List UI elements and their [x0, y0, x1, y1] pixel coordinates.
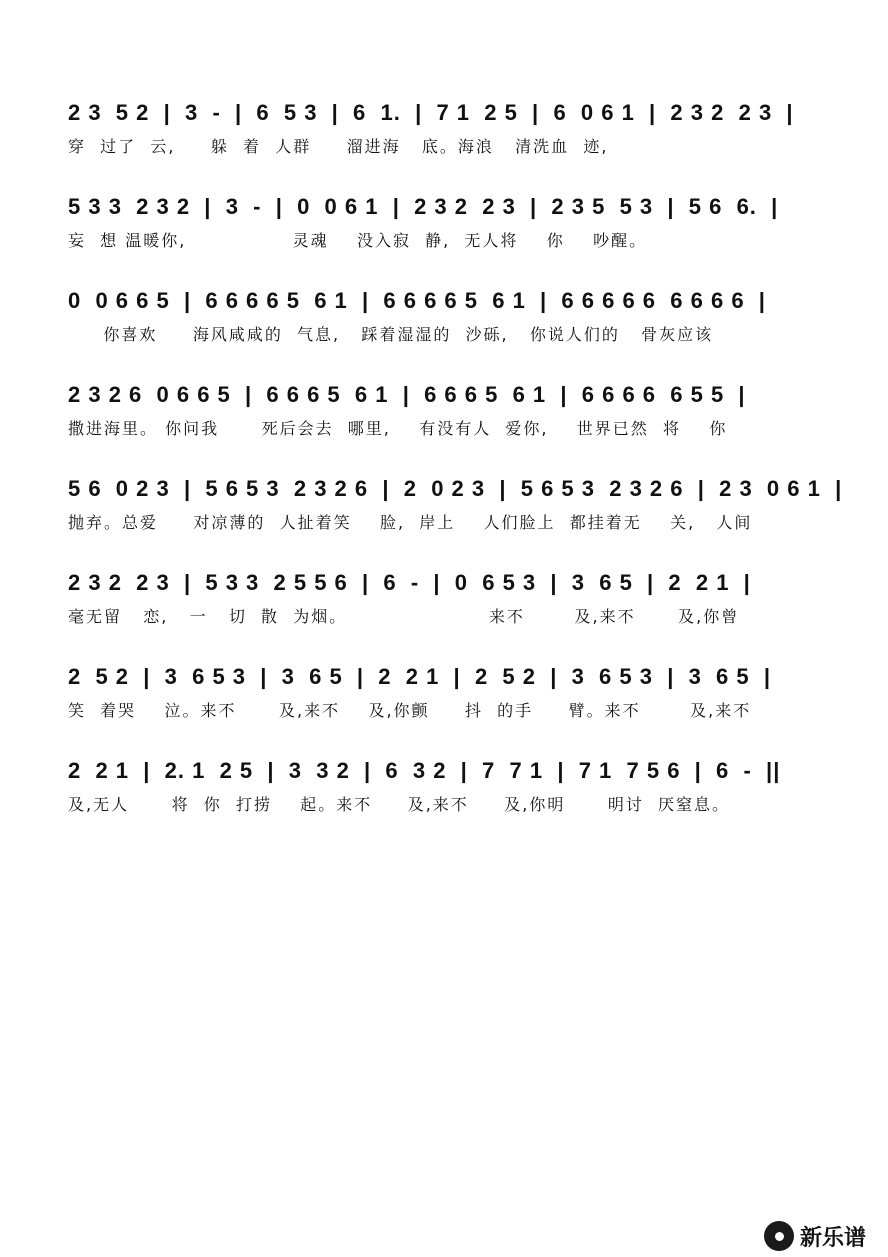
watermark-text: 新乐谱: [800, 1225, 867, 1251]
music-disc-icon: [764, 1221, 794, 1251]
score-system: [68, 284, 828, 354]
notation-line: 5 6 0 2 3 | 5 6 5 3 2 3 2 6 | 2 0 2 3 | 5 6 5 3 2 3 2 6 | 2 3 0 6 1 |: [68, 476, 843, 501]
lyrics-line: 笑 着哭 泣。来不 及,来不 及,你颤 抖 的手 臂。来不 及,来不: [68, 701, 752, 720]
lyrics-line: 抛弃。总爱 对凉薄的 人扯着笑 脸, 岸上 人们脸上 都挂着无 关, 人间: [68, 513, 753, 532]
lyrics-line: 毫无留 恋, 一 切 散 为烟。 来不 及,来不 及,你曾: [68, 607, 740, 626]
notation-line: 2 3 2 6 0 6 6 5 | 6 6 6 5 6 1 | 6 6 6 5 6 1 | 6 6 6 6 6 5 5 |: [68, 382, 746, 407]
lyrics-line: 穿 过了 云, 躲 着 人群 溜进海 底。海浪 清洗血 迹,: [68, 137, 609, 156]
score-system: [68, 754, 828, 824]
score-system: [68, 378, 828, 448]
notation-line: 2 3 5 2 | 3 - | 6 5 3 | 6 1. | 7 1 2 5 | 6 0 6 1 | 2 3 2 2 3 |: [68, 100, 794, 125]
lyrics-line: 你喜欢 海风咸咸的 气息, 踩着湿湿的 沙砾, 你说人们的 骨灰应该: [68, 325, 714, 344]
watermark-logo: [764, 1218, 884, 1254]
score-system: [68, 96, 828, 166]
lyrics-line: 及,无人 将 你 打捞 起。来不 及,来不 及,你明 明讨 厌窒息。: [68, 795, 731, 814]
notation-line: 2 3 2 2 3 | 5 3 3 2 5 5 6 | 6 - | 0 6 5 3 | 3 6 5 | 2 2 1 |: [68, 570, 751, 595]
score-system: [68, 566, 828, 636]
lyrics-line: 妄 想 温暖你, 灵魂 没入寂 静, 无人将 你 吵醒。: [68, 231, 648, 250]
score-system: [68, 660, 828, 730]
notation-line: 2 2 1 | 2. 1 2 5 | 3 3 2 | 6 3 2 | 7 7 1 | 7 1 7 5 6 | 6 - ||: [68, 758, 781, 783]
notation-line: 5 3 3 2 3 2 | 3 - | 0 0 6 1 | 2 3 2 2 3 | 2 3 5 5 3 | 5 6 6. |: [68, 194, 779, 219]
notation-line: 2 5 2 | 3 6 5 3 | 3 6 5 | 2 2 1 | 2 5 2 | 3 6 5 3 | 3 6 5 |: [68, 664, 772, 689]
notation-line: 0 0 6 6 5 | 6 6 6 6 5 6 1 | 6 6 6 6 5 6 1 | 6 6 6 6 6 6 6 6 6 |: [68, 288, 766, 313]
score-system: [68, 472, 843, 542]
score-system: [68, 190, 828, 260]
lyrics-line: 撒进海里。 你问我 死后会去 哪里, 有没有人 爱你, 世界已然 将 你: [68, 419, 728, 438]
